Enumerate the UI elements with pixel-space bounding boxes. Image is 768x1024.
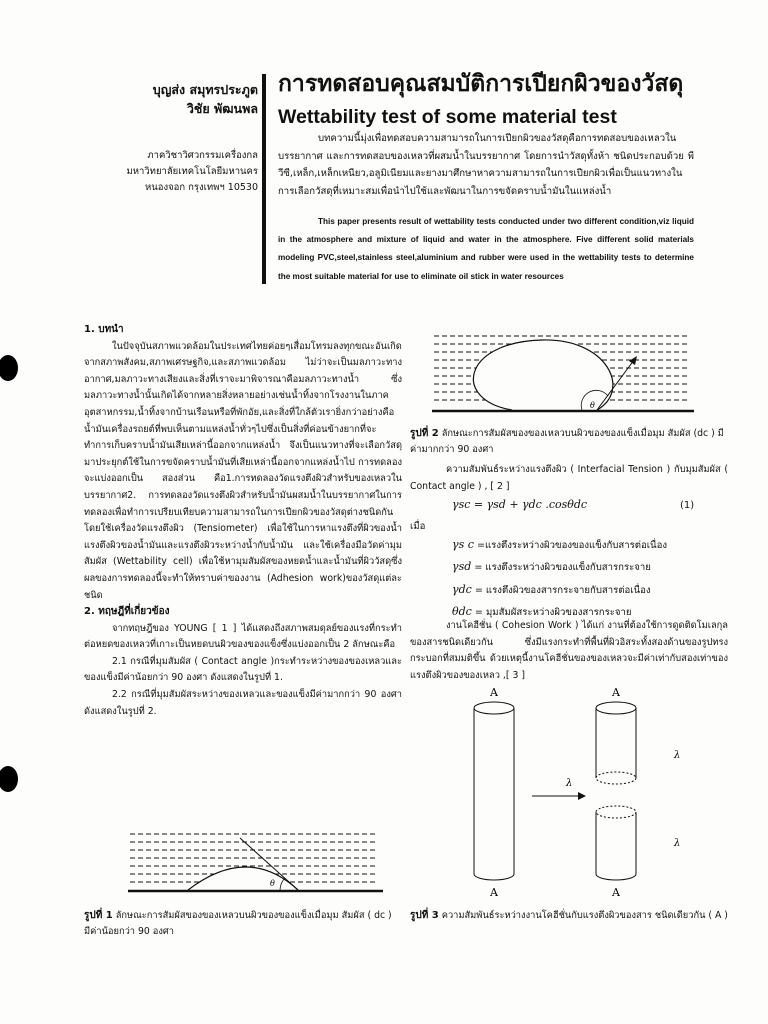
affiliation-dept: ภาควิชาวิศวกรรมเครื่องกล [147,150,258,161]
equation-1-text: γsc = γsd + γdc .cosθdc [452,498,588,511]
affiliation [110,148,258,196]
section-2-paragraph: จากทฤษฎีของ YOUNG [ 1 ] ได้แสดงถึงสภาพสมดุลย์ของแรงที่กระทำต่อหยดของเหลวที่เกาะเป็นหยดบนผิวของของแข็งซึ่งแบ่งออกเป็น 2 ลักษณะคือ [84,622,402,651]
figure-2-theta-label: θ [590,401,595,410]
symbol-gamma-sc-desc: =แรงตึงระหว่างผิวของของแข็งกับสารต่อเนื่อง [476,540,668,551]
symbol-list [452,534,752,624]
symbol-item [452,556,752,578]
figure-3-label: รูปที่ 3 [410,910,439,921]
section-1-paragraph: ในปัจจุบันสภาพแวดล้อมในประเทศไทยค่อยๆเสื่อมโทรมลงทุกขณะอันเกิดจากสภาพสังคม,สภาพเศรษฐกิจ,และสภาพแวดล้อม ไม่ว่าจะเป็นมลภาวะทางอากาศ,มลภาวะทางเสียงและสิ่งที่เราจะมาพิจารณาคือมลภาวะทางน้ำ ซึ่งมลภาวะทางน้ำนั้นเกิดได้จากหลายสิ่งหลายอย่างเช่นน้ำทิ้งจากโรงงานในภาคอุตสาหกรรม,น้ำทิ้งจากบ้านเรือนหรือที่พักอัย,และสิ่งที่ใกล้ตัวเรายิ่งกว่าอย่างคือน้ำมันเครื่องรถยต์ที่พบเห็นตามแหล่งน้ำทั่วๆไปซึ่งเป็นสิ่งที่ค่อนข้างยากที่จะทำการเก็บคราบน้ำมันเสียเหล่านี้ออกจากแหล่งน้ำ จึงเป็นแนวทางที่จะเลือกวัสดุมาประยุกต์ใช้ในการขจัดคราบน้ำมันที่เสียเหล่านี้ออกจากแหล่งน้ำไป การทดลองจะแบ่งออกเป็น สองส่วน คือ1.การทดลองวัดแรงตึงผิวสำหรับของเหลวในบรรยากาศ2. การทดลองวัดแรงตึงผิวสำหรับน้ำมันผสมน้ำในบรรยากาศในการทดลองเพื่อทำการเปรียบเทียบความสามารถในการเปียกผิวของวัสดุต่างชนิดกันโดยใช้เครื่องวัดแรงตึงผิว (Tensiometer) เพื่อใช้ในการหาแรงตึงที่ผิวของน้ำ แรงตึงผิวของน้ำมันและแรงตึงผิวระหว่างน้ำกับน้ำมัน และใช้เครื่องมือวัดค่ามุมสัมผัส (Wettability cell) เพื่อใช้หามุมสัมผัสของหยดน้ำและน้ำมันที่ผิววัสดุซึ่งผลของการทดลองนี้จะทำให้ทราบค่าของงาน (Adhesion work)ของวัสดุแต่ละชนิด [84,340,402,601]
symbol-item [452,579,752,601]
section-1-heading: 1. บทนำ [84,324,124,335]
left-column [84,322,402,720]
title-divider [262,74,266,284]
figure-2-diagram [432,330,694,420]
figure-1-diagram [128,828,390,900]
figure-3-lambda-upper: λ [674,750,681,761]
equation-1-number: (1) [680,500,695,511]
authors [110,80,258,118]
figure-1-label: รูปที่ 1 [84,910,113,921]
title-english: Wettability test of some material test [278,106,617,128]
binder-hole-top [0,355,18,381]
where-label: เมื่อ [410,521,426,532]
interfacial-tension-paragraph: ความสัมพันธ์ระหว่างแรงตึงผิว ( Interfacial Tension ) กับมุมสัมผัส ( Contact angle ) , [ 2 ] [410,464,728,492]
symbol-gamma-sd-desc: = แรงตึงระหว่างผิวของแข็งกับสารกระจาย [474,562,651,574]
figure-1-theta-label: θ [270,879,275,888]
section-2-heading: 2. ทฤษฎีที่เกี่ยวข้อง [84,606,170,618]
figure-1-caption [84,908,400,940]
figure-3-label-a-top-left: A [490,686,498,699]
symbol-gamma-dc: γdc [452,582,472,596]
affiliation-address: หนองจอก กรุงเทพฯ 10530 [145,182,258,193]
figure-3-lambda-lower: λ [674,838,681,849]
abstract-english: This paper presents result of wettability tests conducted under two different condition,viz liquid in the atmosphere and mixture of liquid and water in the atmosphere. Five different solid materials modeling PVC,steel,stainless steel,aluminium and rubber were used in the wettability tests to determine the most suitable material for use to eliminate oil stick in water resources [278,217,694,281]
figure-3-lambda-arrow: λ [566,778,573,789]
figure-3-diagram [470,686,710,904]
figure-1-caption-text: ลักษณะการสัมผัสของของเหลวบนผิวของของแข็งเมื่อมุม สัมผัส ( dc ) มีค่าน้อยกว่า 90 องศา [84,910,392,937]
symbol-gamma-sd: γsd [452,560,472,574]
section-2-case-1: 2.1 กรณีที่มุมสัมผัส ( Contact angle )กระทำระหว่างของของเหลวและของแข็งมีค่าน้อยกว่า 90 องศา ดังแสดงในรูปที่ 1. [84,655,402,684]
figure-3-caption [410,908,728,924]
symbol-gamma-dc-desc: = แรงตึงผิวของสารกระจายกับสารต่อเนื่อง [474,584,651,596]
affiliation-university: มหาวิทยาลัยเทคโนโลยีมหานคร [126,166,258,177]
symbol-item [452,534,752,556]
symbol-gamma-sc: γs c [452,538,474,551]
binder-hole-bottom [0,766,18,792]
figure-2-label: รูปที่ 2 [410,428,439,439]
figure-2-caption [410,426,728,458]
figure-3-label-a-top-right: A [612,686,620,699]
figure-3-label-a-bottom-left: A [490,886,498,899]
figure-3-caption-text: ความสัมพันธ์ระหว่างงานโคฮีชั่นกับแรงตึงผิวของสาร ชนิดเดียวกัน ( A ) [441,910,728,921]
title-thai: การทดสอบคุณสมบัติการเปียกผิวของวัสดุ [278,71,684,97]
symbol-theta-dc: θdc [452,605,472,619]
section-2-case-2: 2.2 กรณีที่มุมสัมผัสระหว่างของเหลวและของแข็งมีค่ามากกว่า 90 องศา ดังแสดงในรูปที่ 2. [84,689,402,717]
symbol-theta-dc-desc: = มุมสัมผัสระหว่างผิวของสารกระจาย [474,607,632,619]
equation-1 [452,498,587,511]
author-1: บุญส่ง สมุทรประภูต [152,82,258,97]
figure-2-caption-text: ลักษณะการสัมผัสของของเหลวบนผิวของของแข็งเมื่อมุม สัมผัส (dc ) มีค่ามากกว่า 90 องศา [410,428,724,455]
author-2: วิชัย พัฒนพล [186,101,258,116]
abstract-thai: บทความนี้มุ่งเพื่อทดสอบความสามารถในการเปียกผิวของวัสดุคือการทดสอบของเหลวในบรรยากาศ และการทดสอบของเหลวที่ผสมน้ำในบรรยากาศ โดยการนำวัสดุทั้งห้า ชนิดประกอบด้วย พีวีซี,เหล็ก,เหล็กเหนียว,อลูมิเนียมและยางมาศึกษาหาความสามารถในการเปียกผิวเพื่อเป็นแนวทางในการเลือกวัสดุที่เหมาะสมเพื่อนำไปใช้และพัฒนาในการขจัดคราบน้ำมันในแหล่งน้ำ [278,133,694,197]
figure-3-label-a-bottom-right: A [612,886,620,899]
cohesion-work-paragraph: งานโคฮีชั่น ( Cohesion Work ) ได้แก่ งานที่ต้องใช้การดูดติดโมเลกุลของสารชนิดเดียวกัน ซึ่งมีแรงกระทำที่พื้นที่ผิวอิสระทั้งสองด้านของรูปทรงกระบอกที่สมมติขึ้น ด้วยเหตุนี้งานโคฮีชั่นของของเหลวจะมีค่าเท่ากับสองเท่าของแรงตึงผิวของของเหลว ,[ 3 ] [410,620,728,681]
